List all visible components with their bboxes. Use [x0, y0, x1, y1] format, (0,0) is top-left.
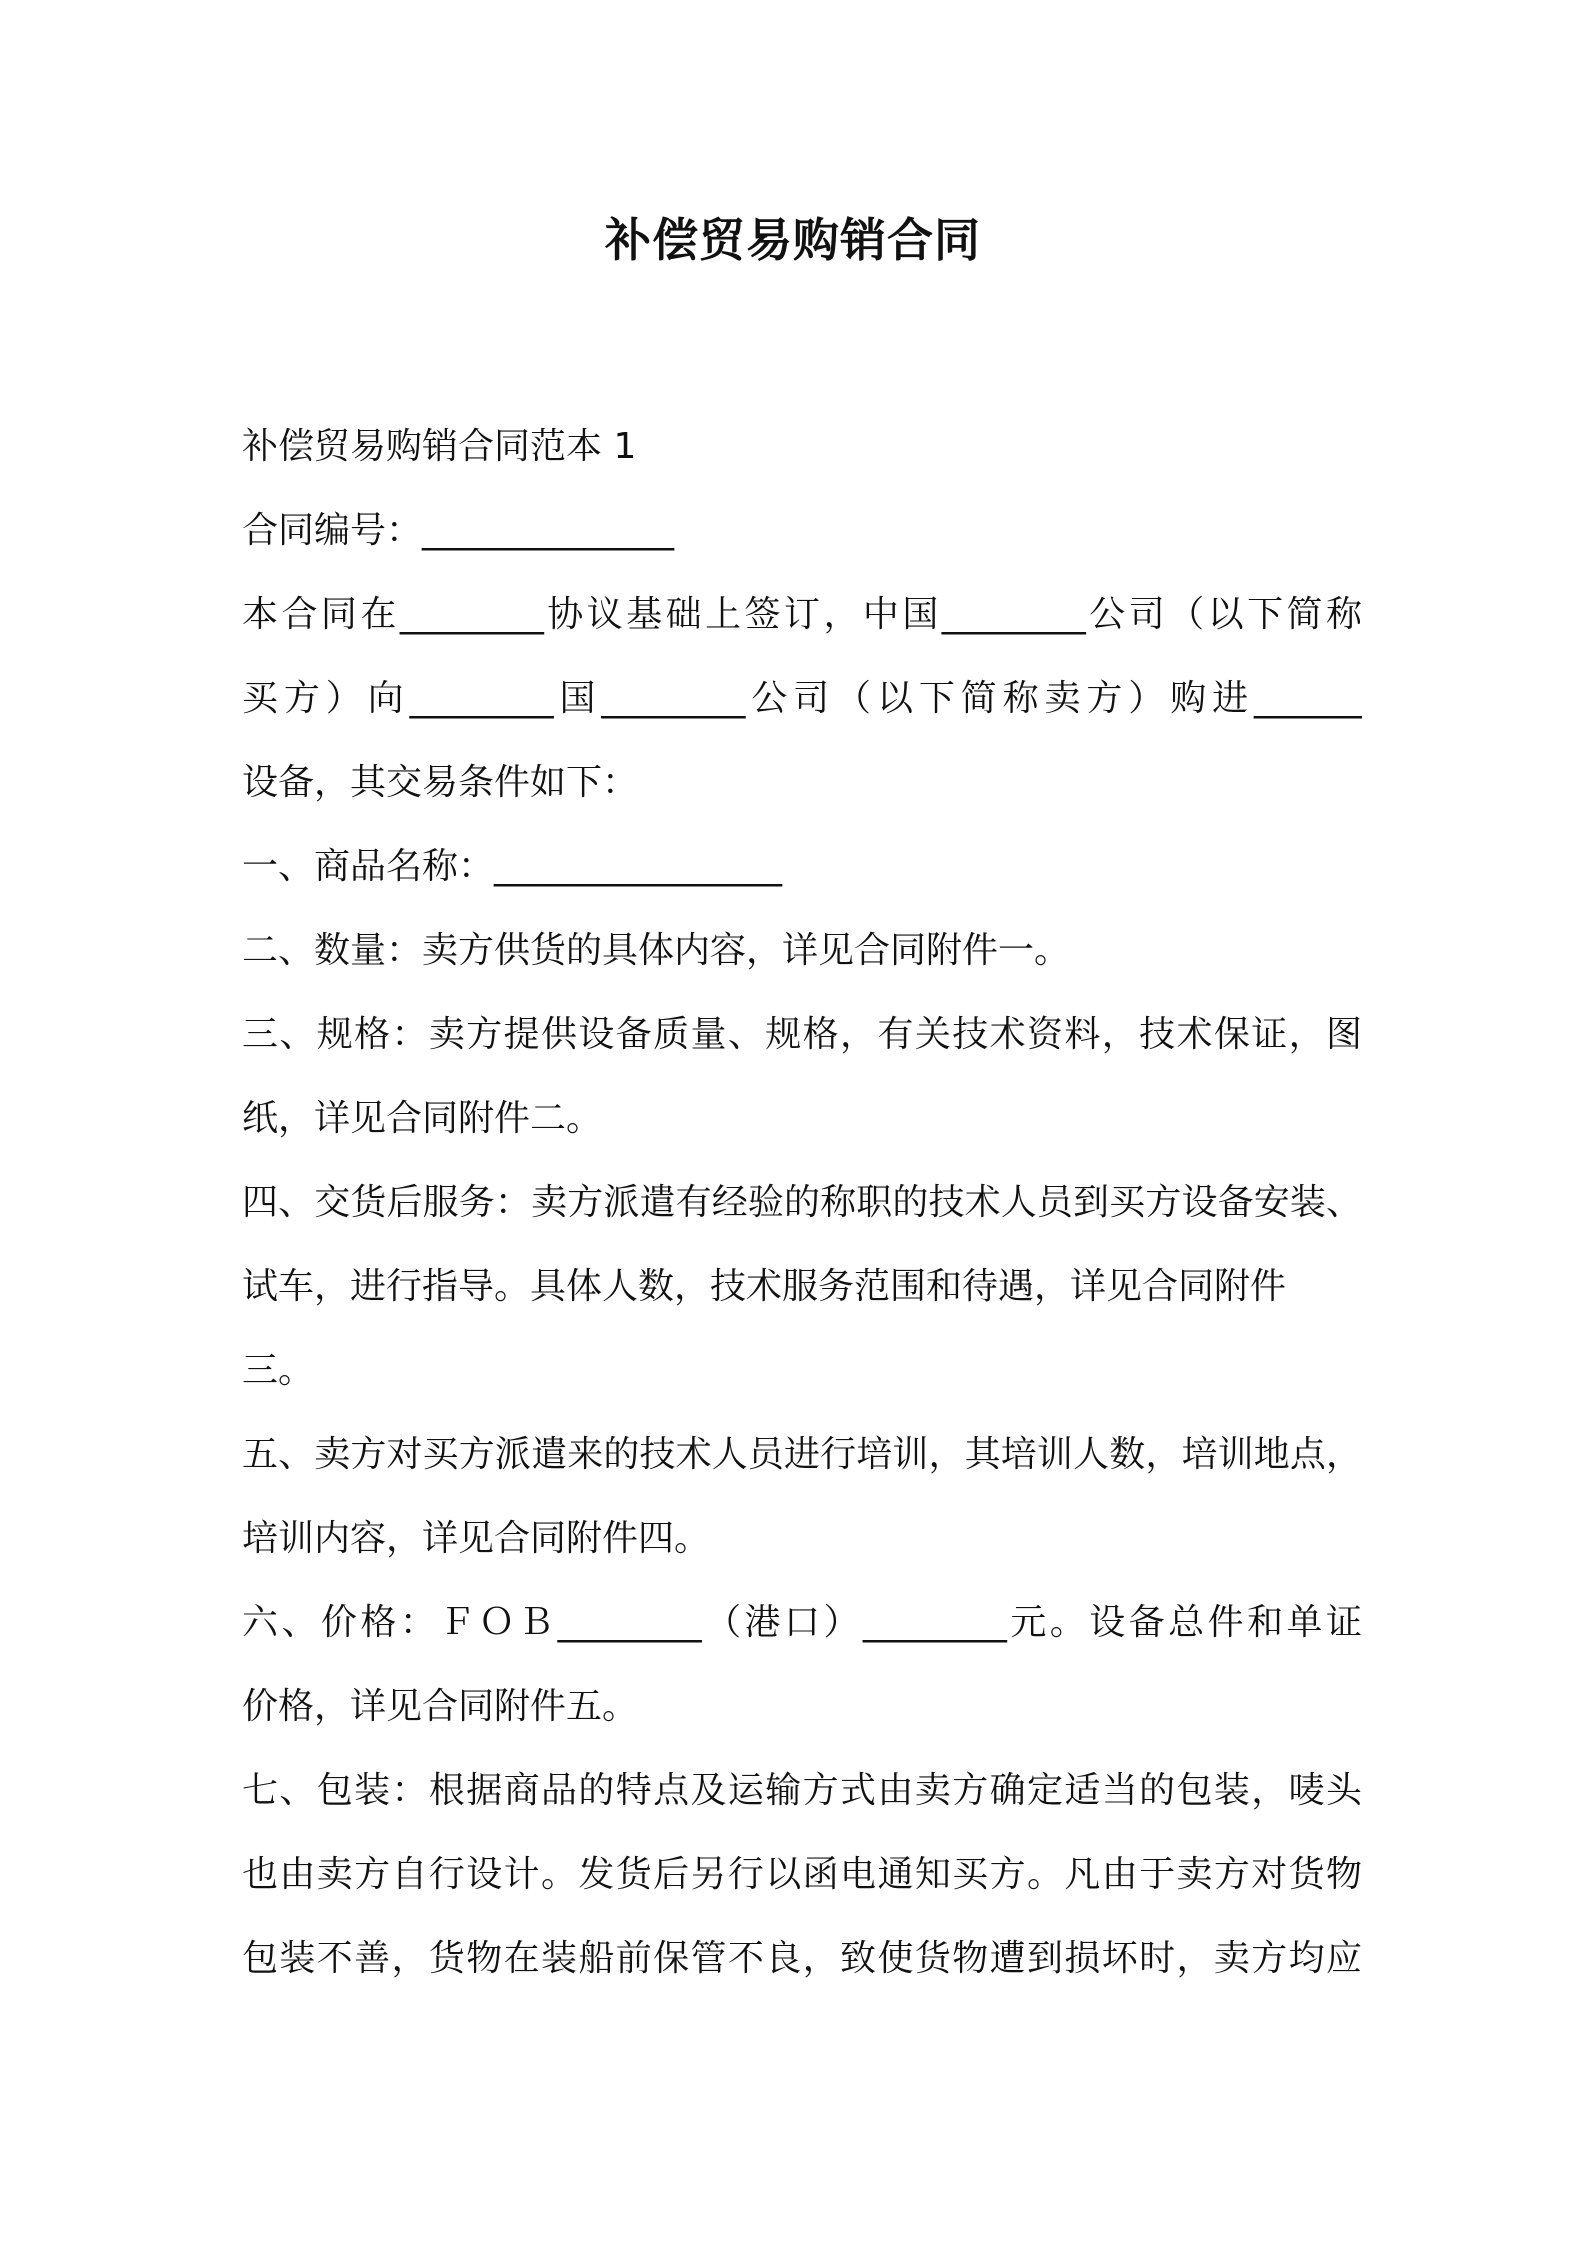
- clause-7-line-1: 七、包装：根据商品的特点及运输方式由卖方确定适当的包装，唛头: [242, 1770, 1362, 1811]
- document-title: 补偿贸易购销合同: [605, 213, 981, 267]
- clause-4-line-1: 四、交货后服务：卖方派遣有经验的称职的技术人员到买方设备安装、: [242, 1182, 1362, 1223]
- document-body: [242, 405, 1362, 2001]
- clause-4-line-3: 三。: [242, 1350, 315, 1391]
- subtitle-line: 补偿贸易购销合同范本 1: [242, 426, 637, 467]
- clause-3-line-1: 三、规格：卖方提供设备质量、规格，有关技术资料，技术保证，图: [242, 1014, 1362, 1055]
- clause-6-line-1: 六、价格：ＦＯＢ________（港口）________元。设备总件和单证: [242, 1602, 1362, 1643]
- clause-6-line-2: 价格，详见合同附件五。: [242, 1686, 639, 1727]
- clause-1-line-1: 一、商品名称：________________: [242, 846, 783, 887]
- preamble-line-1: 本合同在________协议基础上签订，中国________公司（以下简称: [242, 594, 1362, 635]
- clause-5-line-1: 五、卖方对买方派遣来的技术人员进行培训，其培训人数，培训地点，: [242, 1434, 1362, 1475]
- clause-3-line-2: 纸，详见合同附件二。: [242, 1098, 603, 1139]
- clause-2-line-1: 二、数量：卖方供货的具体内容，详见合同附件一。: [242, 930, 1071, 971]
- clause-7-line-3: 包装不善，货物在装船前保管不良，致使货物遭到损坏时，卖方均应: [242, 1938, 1362, 1979]
- contract-number-line: 合同编号：______________: [242, 510, 675, 551]
- clause-4-line-2: 试车，进行指导。具体人数，技术服务范围和待遇，详见合同附件: [242, 1266, 1287, 1307]
- clause-7-line-2: 也由卖方自行设计。发货后另行以函电通知买方。凡由于卖方对货物: [242, 1854, 1362, 1895]
- preamble-line-3: 设备，其交易条件如下：: [242, 762, 639, 803]
- preamble-line-2: 买方）向________国________公司（以下简称卖方）购进______: [242, 678, 1362, 719]
- clause-5-line-2: 培训内容，详见合同附件四。: [242, 1518, 711, 1559]
